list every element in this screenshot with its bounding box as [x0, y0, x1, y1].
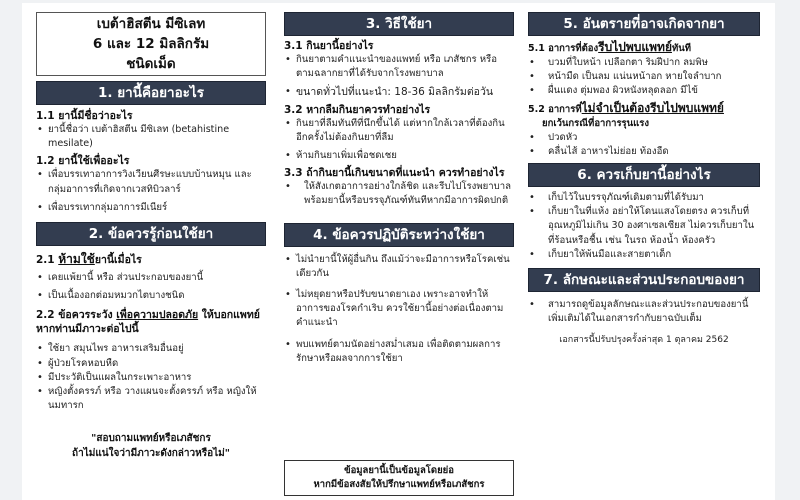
- section-6-list: [528, 191, 760, 262]
- section-3-3-title: 3.3 ถ้ากินยานี้เกินขนาดที่แนะนำ ควรทำอย่างไร: [284, 167, 505, 180]
- list-item: • ห้ามกินยาเพิ่มเพื่อชดเชย: [284, 149, 514, 163]
- list-item: • คลื่นไส้ อาหารไม่ย่อย ท้องอืด: [528, 145, 760, 159]
- list-item: • สามารถดูข้อมูลลักษณะและส่วนประกอบของยานี้เพิ่มเติมได้ในเอกสารกำกับยาฉบับเต็ม: [528, 298, 760, 326]
- section-2-1-list: [36, 271, 266, 303]
- list-item: • หน้ามืด เป็นลม แน่นหน้าอก หายใจลำบาก: [528, 70, 760, 84]
- section-1-2-list: [36, 168, 266, 215]
- list-item: • ให้สังเกตอาการอย่างใกล้ชิด และรีบไปโรงพยาบาลพร้อมยานี้หรือบรรจุภัณฑ์ทันทีหากมีอาการผิดปกติ: [284, 180, 514, 208]
- list-item: • เพื่อบรรเทากลุ่มอาการมีเนียร์: [36, 201, 266, 215]
- list-item: • ขนาดทั่วไปที่แนะนำ: 18-36 มิลลิกรัมต่อวัน: [284, 85, 514, 99]
- section-4-list: [284, 253, 514, 366]
- list-item: • มีประวัติเป็นแผลในกระเพาะอาหาร: [36, 371, 266, 385]
- non-urgent-emphasis: ไม่จำเป็นต้องรีบไปพบแพทย์: [581, 100, 724, 115]
- section-3-2-list: [284, 117, 514, 164]
- section-5-1-list: [528, 56, 760, 99]
- section-1-1-title: 1.1 ยานี้มีชื่อว่าอะไร: [36, 110, 133, 122]
- column-3: [528, 3, 760, 346]
- last-updated: เอกสารนี้ปรับปรุงครั้งล่าสุด 1 ตุลาคม 2562: [559, 335, 729, 346]
- drug-title-line: 6 และ 12 มิลลิกรัม: [92, 36, 210, 52]
- drug-title-box: [36, 12, 266, 76]
- section-2-2-list: [36, 342, 266, 413]
- list-item: • ยานี้ชื่อว่า เบต้าฮิสตีน มีซิเลท (betahistine mesilate): [36, 123, 266, 151]
- consult-quote: "สอบถามแพทย์หรือเภสัชกร ถ้าไม่แน่ใจว่ามีภาวะดังกล่าวหรือไม่": [72, 433, 230, 460]
- leaflet-page: [22, 3, 775, 500]
- list-item: • เก็บยาให้พ้นมือและสายตาเด็ก: [528, 248, 760, 262]
- urgent-emphasis: รีบไปพบแพทย์: [598, 40, 672, 54]
- list-item: • ไม่หยุดยาหรือปรับขนาดยาเอง เพราะอาจทำให้อาการของโรคกำเริบ ควรใช้ยานี้อย่างต่อเนื่องตามคำแนะนำ: [284, 288, 514, 331]
- section-5-2-note: ยกเว้นกรณีที่อาการรุนแรง: [542, 117, 650, 129]
- section-3-1-list: [284, 53, 514, 100]
- list-item: • ปวดหัว: [528, 131, 760, 145]
- list-item: • เคยแพ้ยานี้ หรือ ส่วนประกอบของยานี้: [36, 271, 266, 285]
- summary-note-box: ข้อมูลยานี้เป็นข้อมูลโดยย่อ หากมีข้อสงสัยให้ปรึกษาแพทย์หรือเภสัชกร: [284, 460, 514, 496]
- list-item: • กินยาที่ลืมทันทีที่นึกขึ้นได้ แต่หากใกล้เวลาที่ต้องกินอีกครั้งไม่ต้องกินยาที่ลืม: [284, 117, 514, 145]
- list-item: • เพื่อบรรเทาอาการวิงเวียนศีรษะแบบบ้านหมุน และกลุ่มอาการที่เกิดจากเวสทิบิวลาร์: [36, 168, 266, 196]
- section-7-list: [528, 298, 760, 326]
- drug-title-line: ชนิดเม็ด: [126, 56, 176, 72]
- section-7-header: 7. ลักษณะและส่วนประกอบของยา: [528, 268, 760, 292]
- section-1-header: 1. ยานี้คือยาอะไร: [36, 81, 266, 105]
- section-4-header: 4. ข้อควรปฏิบัติระหว่างใช้ยา: [284, 223, 514, 247]
- list-item: • ผื่นแดง ตุ่มพอง ผิวหนังหลุดลอก มีไข้: [528, 84, 760, 98]
- list-item: • ใช้ยา สมุนไพร อาหารเสริมอื่นอยู่: [36, 342, 266, 356]
- list-item: • พบแพทย์ตามนัดอย่างสม่ำเสมอ เพื่อติดตามผลการรักษาหรือผลจากการใช้ยา: [284, 338, 514, 366]
- section-5-2-title: 5.2 อาการที่ไม่จำเป็นต้องรีบไปพบแพทย์: [528, 100, 724, 115]
- contraindication-emphasis: ห้ามใช้: [58, 252, 95, 267]
- section-1-1-list: [36, 123, 266, 151]
- column-2: [284, 3, 514, 366]
- section-2-header: 2. ข้อควรรู้ก่อนใช้ยา: [36, 222, 266, 246]
- section-1-2-title: 1.2 ยานี้ใช้เพื่ออะไร: [36, 155, 130, 168]
- section-5-2-list: [528, 131, 760, 159]
- list-item: • เก็บไว้ในบรรจุภัณฑ์เดิมตามที่ได้รับมา: [528, 191, 760, 205]
- section-5-header: 5. อันตรายที่อาจเกิดจากยา: [528, 12, 760, 36]
- list-item: • หญิงตั้งครรภ์ หรือ วางแผนจะตั้งครรภ์ หรือ หญิงให้นมทารก: [36, 385, 266, 413]
- list-item: • ผู้ป่วยโรคหอบหืด: [36, 357, 266, 371]
- section-5-1-title: 5.1 อาการที่ต้องรีบไปพบแพทย์ทันที: [528, 40, 692, 54]
- section-2-2-title: 2.2 ข้อควรระวัง เพื่อความปลอดภัย ให้บอกแพทย์หากท่านมีภาวะต่อไปนี้: [36, 309, 260, 336]
- column-1: [36, 3, 266, 461]
- safety-emphasis: เพื่อความปลอดภัย: [116, 309, 199, 322]
- section-3-header: 3. วิธีใช้ยา: [284, 12, 514, 36]
- section-6-header: 6. ควรเก็บยานี้อย่างไร: [528, 163, 760, 187]
- list-item: • ไม่นำยานี้ให้ผู้อื่นกิน ถึงแม้ว่าจะมีอาการหรือโรคเช่นเดียวกัน: [284, 253, 514, 281]
- list-item: • เก็บยาในที่แห้ง อย่าให้โดนแสงโดยตรง ควรเก็บที่อุณหภูมิไม่เกิน 30 องศาเซลเซียส ไม่ควรเก็บยาในที่ร้อนหรือชื้น เช่น ในรถ ห้องน้ำ ห้องครัว: [528, 205, 760, 248]
- list-item: • เป็นเนื้องอกต่อมหมวกไตบางชนิด: [36, 289, 266, 303]
- list-item: • บวมที่ใบหน้า เปลือกตา ริมฝีปาก ลมพิษ: [528, 56, 760, 70]
- section-3-3-list: [284, 180, 514, 208]
- section-3-2-title: 3.2 หากลืมกินยาควรทำอย่างไร: [284, 103, 431, 116]
- drug-title-line: เบต้าฮิสตีน มีซิเลท: [96, 16, 206, 32]
- section-3-1-title: 3.1 กินยานี้อย่างไร: [284, 40, 374, 52]
- section-2-1-title: 2.1 ห้ามใช้ยานี้เมื่อไร: [36, 252, 142, 267]
- list-item: • กินยาตามคำแนะนำของแพทย์ หรือ เภสัชกร หรือ ตามฉลากยาที่ได้รับจากโรงพยาบาล: [284, 53, 514, 81]
